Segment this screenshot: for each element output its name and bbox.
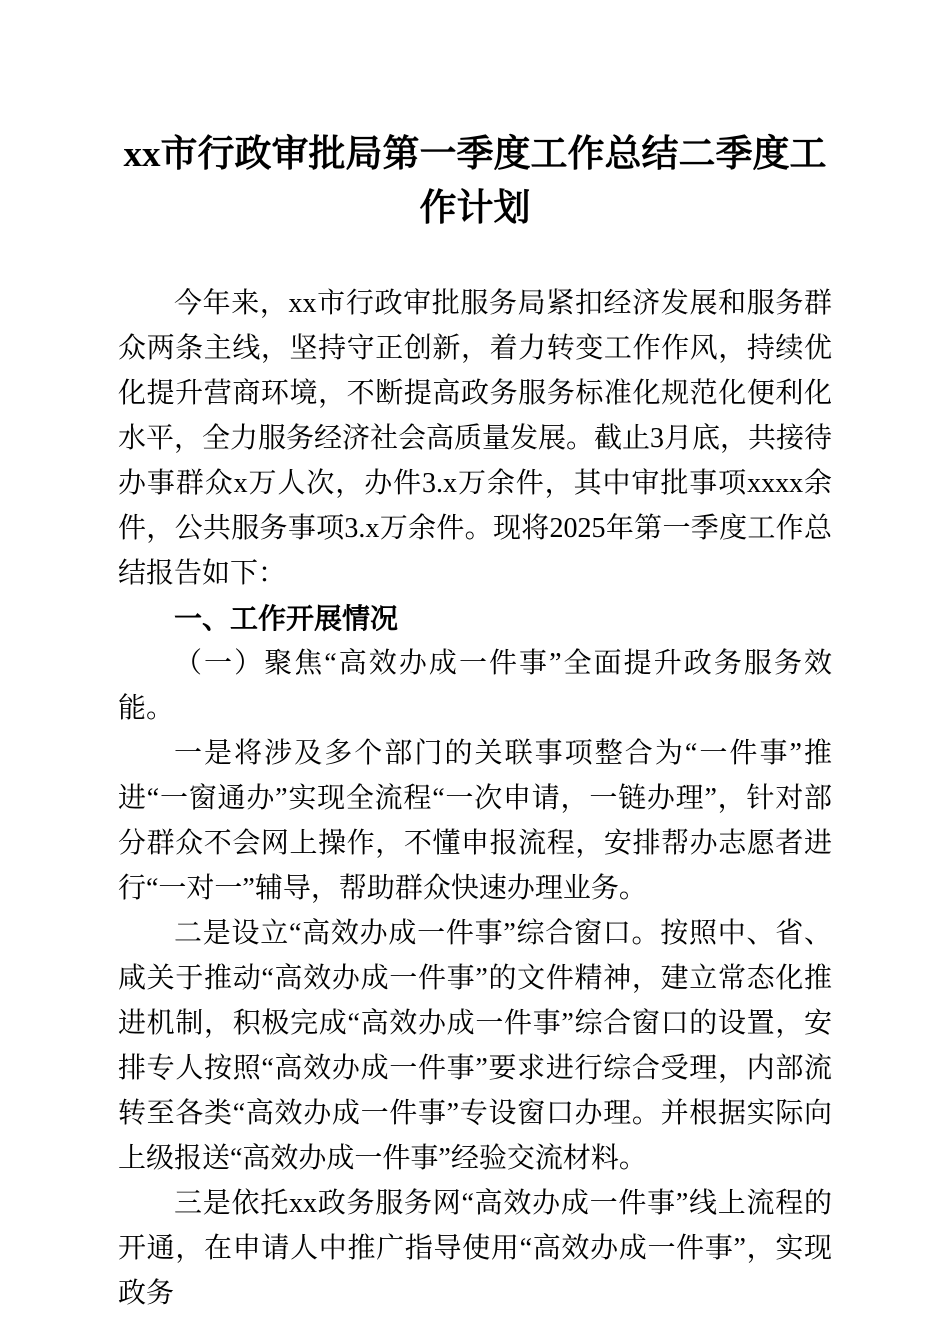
paragraph-item-1: 一是将涉及多个部门的关联事项整合为“一件事”推进“一窗通办”实现全流程“一次申请，一链办理”，针对部分群众不会网上操作，不懂申报流程，安排帮办志愿者进行“一对一”辅导，帮助群众快速办理业务。 bbox=[118, 738, 832, 905]
paragraph-item-3: 三是依托xx政务服务网“高效办成一件事”线上流程的开通，在申请人中推广指导使用“高效办成一件事”，实现政务 bbox=[118, 1188, 832, 1310]
subsection-heading-1-1: （一）聚焦“高效办成一件事”全面提升政务服务效能。 bbox=[118, 648, 832, 725]
paragraph-intro: 今年来，xx市行政审批服务局紧扣经济发展和服务群众两条主线，坚持守正创新，着力转变工作作风，持续优化提升营商环境，不断提高政务服务标准化规范化便利化水平，全力服务经济社会高质量发展。截止3月底，共接待办事群众x万人次，办件3.x万余件，其中审批事项xxxx余件，公共服务事项3.x万余件。现将2025年第一季度工作总结报告如下： bbox=[118, 288, 833, 590]
document-title: xx市行政审批局第一季度工作总结二季度工作计划 bbox=[123, 134, 827, 229]
paragraph-item-2: 二是设立“高效办成一件事”综合窗口。按照中、省、咸关于推动“高效办成一件事”的文件精神，建立常态化推进机制，积极完成“高效办成一件事”综合窗口的设置，安排专人按照“高效办成一件事”要求进行综合受理，内部流转至各类“高效办成一件事”专设窗口办理。并根据实际向上级报送“高效办成一件事”经验交流材料。 bbox=[118, 918, 832, 1175]
section-heading-1: 一、工作开展情况 bbox=[174, 603, 399, 635]
